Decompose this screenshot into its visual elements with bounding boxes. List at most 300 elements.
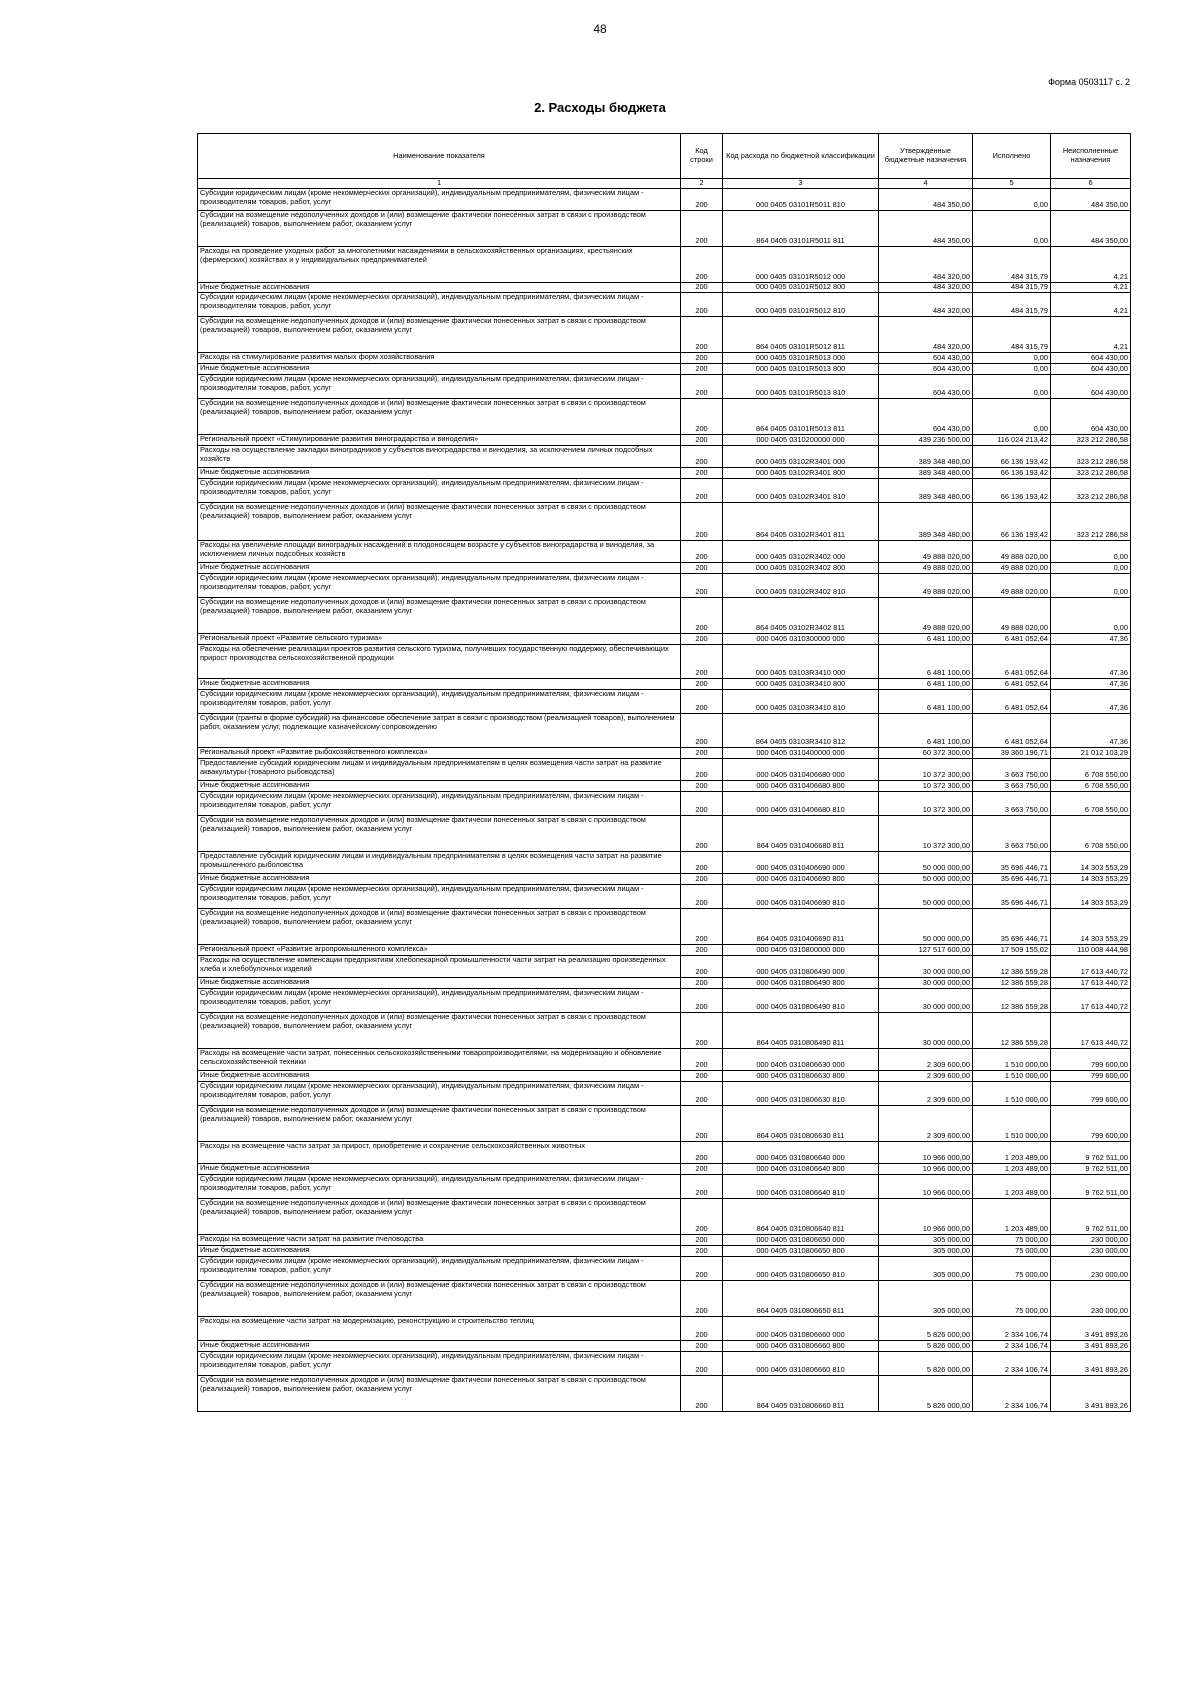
form-code: Форма 0503117 с. 2 bbox=[1048, 77, 1130, 87]
row-kbk: 000 0405 0310806630 000 bbox=[723, 1049, 879, 1071]
row-unexecuted: 47,36 bbox=[1051, 645, 1131, 679]
table-row bbox=[198, 1317, 1131, 1341]
row-name: Предоставление субсидий юридическим лицам и индивидуальным предпринимателям в целях возмещения части затрат на развитие промышленного рыболовства bbox=[198, 852, 681, 874]
row-executed: 6 481 052,64 bbox=[973, 679, 1051, 690]
table-row bbox=[198, 956, 1131, 978]
table-row bbox=[198, 1235, 1131, 1246]
row-executed: 2 334 106,74 bbox=[973, 1352, 1051, 1376]
row-unexecuted: 47,36 bbox=[1051, 634, 1131, 645]
row-approved: 10 966 000,00 bbox=[879, 1142, 973, 1164]
row-executed: 6 481 052,64 bbox=[973, 645, 1051, 679]
table-row bbox=[198, 1164, 1131, 1175]
row-code: 200 bbox=[681, 1049, 723, 1071]
row-approved: 484 350,00 bbox=[879, 211, 973, 247]
row-approved: 389 348 480,00 bbox=[879, 479, 973, 503]
table-row bbox=[198, 1281, 1131, 1317]
row-unexecuted: 6 708 550,00 bbox=[1051, 816, 1131, 852]
row-name: Субсидии юридическим лицам (кроме некоммерческих организаций), индивидуальным предпринимателям, физическим лицам - производителям товаров, работ, услуг bbox=[198, 690, 681, 714]
table-row bbox=[198, 1175, 1131, 1199]
row-kbk: 000 0405 03102R3402 000 bbox=[723, 541, 879, 563]
column-number: 2 bbox=[681, 179, 723, 189]
row-unexecuted: 799 600,00 bbox=[1051, 1106, 1131, 1142]
row-code: 200 bbox=[681, 468, 723, 479]
row-kbk: 000 0405 0310806640 810 bbox=[723, 1175, 879, 1199]
row-name: Иные бюджетные ассигнования bbox=[198, 781, 681, 792]
table-row bbox=[198, 446, 1131, 468]
table-row bbox=[198, 399, 1131, 435]
row-kbk: 000 0405 03102R3401 000 bbox=[723, 446, 879, 468]
row-code: 200 bbox=[681, 1071, 723, 1082]
row-unexecuted: 323 212 286,58 bbox=[1051, 503, 1131, 541]
row-name: Субсидии юридическим лицам (кроме некоммерческих организаций), индивидуальным предпринимателям, физическим лицам - производителям товаров, работ, услуг bbox=[198, 1352, 681, 1376]
row-kbk: 864 0405 03103R3410 812 bbox=[723, 714, 879, 748]
row-name: Субсидии юридическим лицам (кроме некоммерческих организаций), индивидуальным предпринимателям, физическим лицам - производителям товаров, работ, услуг bbox=[198, 792, 681, 816]
row-kbk: 000 0405 0310806640 800 bbox=[723, 1164, 879, 1175]
row-name: Расходы на возмещение части затрат за прирост, приобретение и сохранение сельскохозяйственных животных bbox=[198, 1142, 681, 1164]
row-name: Иные бюджетные ассигнования bbox=[198, 978, 681, 989]
row-approved: 6 481 100,00 bbox=[879, 634, 973, 645]
row-executed: 6 481 052,64 bbox=[973, 634, 1051, 645]
table-row bbox=[198, 1082, 1131, 1106]
row-unexecuted: 6 708 550,00 bbox=[1051, 792, 1131, 816]
table-row bbox=[198, 874, 1131, 885]
row-code: 200 bbox=[681, 792, 723, 816]
row-code: 200 bbox=[681, 317, 723, 353]
row-code: 200 bbox=[681, 1082, 723, 1106]
row-approved: 604 430,00 bbox=[879, 364, 973, 375]
row-approved: 6 481 100,00 bbox=[879, 645, 973, 679]
row-approved: 484 320,00 bbox=[879, 247, 973, 283]
row-name: Субсидии юридическим лицам (кроме некоммерческих организаций), индивидуальным предпринимателям, физическим лицам - производителям товаров, работ, услуг bbox=[198, 574, 681, 598]
row-name: Расходы на стимулирование развития малых форм хозяйствования bbox=[198, 353, 681, 364]
row-executed: 75 000,00 bbox=[973, 1235, 1051, 1246]
row-executed: 35 696 446,71 bbox=[973, 885, 1051, 909]
row-executed: 49 888 020,00 bbox=[973, 598, 1051, 634]
row-executed: 35 696 446,71 bbox=[973, 874, 1051, 885]
row-code: 200 bbox=[681, 748, 723, 759]
row-name: Субсидии (гранты в форме субсидий) на финансовое обеспечение затрат в связи с производством (реализацией товаров), выполнением работ, оказанием услуг, подлежащие казначейскому сопровождению bbox=[198, 714, 681, 748]
row-kbk: 000 0405 0310806660 800 bbox=[723, 1341, 879, 1352]
header-row-code: Код строки bbox=[681, 134, 723, 179]
row-name: Субсидии на возмещение недополученных доходов и (или) возмещение фактически понесенных затрат в связи с производством (реализацией) товаров, выполнением работ, оказанием услуг bbox=[198, 1013, 681, 1049]
row-approved: 10 966 000,00 bbox=[879, 1175, 973, 1199]
row-name: Субсидии на возмещение недополученных доходов и (или) возмещение фактически понесенных затрат в связи с производством (реализацией) товаров, выполнением работ, оказанием услуг bbox=[198, 1106, 681, 1142]
row-name: Субсидии на возмещение недополученных доходов и (или) возмещение фактически понесенных затрат в связи с производством (реализацией) товаров, выполнением работ, оказанием услуг bbox=[198, 503, 681, 541]
row-executed: 0,00 bbox=[973, 364, 1051, 375]
table-row bbox=[198, 1257, 1131, 1281]
row-approved: 484 320,00 bbox=[879, 283, 973, 293]
row-kbk: 000 0405 0310806660 000 bbox=[723, 1317, 879, 1341]
row-name: Региональный проект «Стимулирование развития виноградарства и виноделия» bbox=[198, 435, 681, 446]
row-unexecuted: 17 613 440,72 bbox=[1051, 956, 1131, 978]
row-kbk: 864 0405 0310806490 811 bbox=[723, 1013, 879, 1049]
table-row bbox=[198, 714, 1131, 748]
row-kbk: 864 0405 0310806630 811 bbox=[723, 1106, 879, 1142]
row-name: Субсидии юридическим лицам (кроме некоммерческих организаций), индивидуальным предпринимателям, физическим лицам - производителям товаров, работ, услуг bbox=[198, 1175, 681, 1199]
row-approved: 30 000 000,00 bbox=[879, 989, 973, 1013]
row-executed: 1 203 489,00 bbox=[973, 1199, 1051, 1235]
row-kbk: 864 0405 03101R5013 811 bbox=[723, 399, 879, 435]
row-kbk: 000 0405 0310806490 800 bbox=[723, 978, 879, 989]
row-code: 200 bbox=[681, 679, 723, 690]
row-unexecuted: 0,00 bbox=[1051, 563, 1131, 574]
row-executed: 12 386 559,28 bbox=[973, 1013, 1051, 1049]
row-unexecuted: 799 600,00 bbox=[1051, 1049, 1131, 1071]
table-row bbox=[198, 541, 1131, 563]
row-executed: 35 696 446,71 bbox=[973, 852, 1051, 874]
row-code: 200 bbox=[681, 816, 723, 852]
row-kbk: 864 0405 0310406680 811 bbox=[723, 816, 879, 852]
table-row bbox=[198, 468, 1131, 479]
row-unexecuted: 3 491 893,26 bbox=[1051, 1352, 1131, 1376]
row-name: Иные бюджетные ассигнования bbox=[198, 874, 681, 885]
row-name: Субсидии юридическим лицам (кроме некоммерческих организаций), индивидуальным предпринимателям, физическим лицам - производителям товаров, работ, услуг bbox=[198, 885, 681, 909]
row-executed: 2 334 106,74 bbox=[973, 1317, 1051, 1341]
table-row bbox=[198, 375, 1131, 399]
row-approved: 10 372 300,00 bbox=[879, 816, 973, 852]
row-code: 200 bbox=[681, 978, 723, 989]
row-unexecuted: 14 303 553,29 bbox=[1051, 852, 1131, 874]
row-name: Иные бюджетные ассигнования bbox=[198, 468, 681, 479]
row-kbk: 000 0405 03101R5012 800 bbox=[723, 283, 879, 293]
row-name: Региональный проект «Развитие сельского туризма» bbox=[198, 634, 681, 645]
row-approved: 10 372 300,00 bbox=[879, 792, 973, 816]
row-kbk: 000 0405 0310806490 810 bbox=[723, 989, 879, 1013]
column-number: 1 bbox=[198, 179, 681, 189]
row-name: Субсидии на возмещение недополученных доходов и (или) возмещение фактически понесенных затрат в связи с производством (реализацией) товаров, выполнением работ, оказанием услуг bbox=[198, 598, 681, 634]
table-row bbox=[198, 479, 1131, 503]
row-executed: 49 888 020,00 bbox=[973, 574, 1051, 598]
table-row bbox=[198, 283, 1131, 293]
header-expense-code: Код расхода по бюджетной классификации bbox=[723, 134, 879, 179]
row-kbk: 000 0405 03102R3401 800 bbox=[723, 468, 879, 479]
row-approved: 49 888 020,00 bbox=[879, 598, 973, 634]
row-kbk: 000 0405 0310406690 000 bbox=[723, 852, 879, 874]
row-approved: 305 000,00 bbox=[879, 1257, 973, 1281]
row-kbk: 000 0405 0310406680 000 bbox=[723, 759, 879, 781]
row-name: Субсидии на возмещение недополученных доходов и (или) возмещение фактически понесенных затрат в связи с производством (реализацией) товаров, выполнением работ, оказанием услуг bbox=[198, 1376, 681, 1412]
row-kbk: 000 0405 0310400000 000 bbox=[723, 748, 879, 759]
table-row bbox=[198, 690, 1131, 714]
row-kbk: 000 0405 03102R3402 800 bbox=[723, 563, 879, 574]
table-row bbox=[198, 1142, 1131, 1164]
row-approved: 439 236 500,00 bbox=[879, 435, 973, 446]
table-row bbox=[198, 574, 1131, 598]
row-code: 200 bbox=[681, 283, 723, 293]
row-kbk: 864 0405 03102R3401 811 bbox=[723, 503, 879, 541]
row-unexecuted: 4,21 bbox=[1051, 247, 1131, 283]
row-code: 200 bbox=[681, 1246, 723, 1257]
row-code: 200 bbox=[681, 1199, 723, 1235]
row-code: 200 bbox=[681, 1235, 723, 1246]
row-code: 200 bbox=[681, 874, 723, 885]
row-name: Субсидии юридическим лицам (кроме некоммерческих организаций), индивидуальным предпринимателям, физическим лицам - производителям товаров, работ, услуг bbox=[198, 1082, 681, 1106]
row-executed: 12 386 559,28 bbox=[973, 956, 1051, 978]
table-row bbox=[198, 1199, 1131, 1235]
row-code: 200 bbox=[681, 634, 723, 645]
row-approved: 10 966 000,00 bbox=[879, 1164, 973, 1175]
row-unexecuted: 47,36 bbox=[1051, 679, 1131, 690]
table-row bbox=[198, 759, 1131, 781]
row-unexecuted: 9 762 511,00 bbox=[1051, 1142, 1131, 1164]
table-row bbox=[198, 634, 1131, 645]
row-approved: 604 430,00 bbox=[879, 353, 973, 364]
row-unexecuted: 0,00 bbox=[1051, 598, 1131, 634]
row-unexecuted: 0,00 bbox=[1051, 574, 1131, 598]
row-code: 200 bbox=[681, 364, 723, 375]
row-executed: 75 000,00 bbox=[973, 1246, 1051, 1257]
header-row bbox=[198, 134, 1131, 179]
row-unexecuted: 9 762 511,00 bbox=[1051, 1175, 1131, 1199]
row-executed: 484 315,79 bbox=[973, 317, 1051, 353]
table-row bbox=[198, 989, 1131, 1013]
row-executed: 17 509 155,02 bbox=[973, 945, 1051, 956]
row-unexecuted: 230 000,00 bbox=[1051, 1257, 1131, 1281]
row-approved: 60 372 300,00 bbox=[879, 748, 973, 759]
row-kbk: 000 0405 0310300000 000 bbox=[723, 634, 879, 645]
row-name: Субсидии юридическим лицам (кроме некоммерческих организаций), индивидуальным предпринимателям, физическим лицам - производителям товаров, работ, услуг bbox=[198, 375, 681, 399]
row-executed: 484 315,79 bbox=[973, 283, 1051, 293]
row-code: 200 bbox=[681, 1352, 723, 1376]
row-unexecuted: 17 613 440,72 bbox=[1051, 989, 1131, 1013]
table-body bbox=[198, 189, 1131, 1412]
table-row bbox=[198, 885, 1131, 909]
row-unexecuted: 323 212 286,58 bbox=[1051, 479, 1131, 503]
row-name: Субсидии юридическим лицам (кроме некоммерческих организаций), индивидуальным предпринимателям, физическим лицам - производителям товаров, работ, услуг bbox=[198, 189, 681, 211]
row-unexecuted: 323 212 286,58 bbox=[1051, 435, 1131, 446]
row-name: Иные бюджетные ассигнования bbox=[198, 563, 681, 574]
row-code: 200 bbox=[681, 781, 723, 792]
row-executed: 3 663 750,00 bbox=[973, 792, 1051, 816]
row-approved: 30 000 000,00 bbox=[879, 956, 973, 978]
row-approved: 604 430,00 bbox=[879, 375, 973, 399]
row-code: 200 bbox=[681, 1257, 723, 1281]
row-name: Субсидии на возмещение недополученных доходов и (или) возмещение фактически понесенных затрат в связи с производством (реализацией) товаров, выполнением работ, оказанием услуг bbox=[198, 909, 681, 945]
row-code: 200 bbox=[681, 189, 723, 211]
row-unexecuted: 484 350,00 bbox=[1051, 189, 1131, 211]
row-kbk: 000 0405 0310806640 000 bbox=[723, 1142, 879, 1164]
column-number: 5 bbox=[973, 179, 1051, 189]
column-number: 4 bbox=[879, 179, 973, 189]
row-name: Предоставление субсидий юридическим лицам и индивидуальным предпринимателям в целях возмещения части затрат на развитие аквакультуры (товарного рыбоводства) bbox=[198, 759, 681, 781]
row-kbk: 000 0405 0310806630 810 bbox=[723, 1082, 879, 1106]
table-row bbox=[198, 435, 1131, 446]
section-title: 2. Расходы бюджета bbox=[534, 100, 666, 115]
table-row bbox=[198, 317, 1131, 353]
row-kbk: 000 0405 03101R5012 810 bbox=[723, 293, 879, 317]
row-code: 200 bbox=[681, 541, 723, 563]
row-kbk: 000 0405 0310806650 000 bbox=[723, 1235, 879, 1246]
row-kbk: 864 0405 0310406690 811 bbox=[723, 909, 879, 945]
table-row bbox=[198, 503, 1131, 541]
table-row bbox=[198, 781, 1131, 792]
row-name: Расходы на возмещение части затрат, понесенных сельскохозяйственными товаропроизводителями, на модернизацию и обновление сельскохозяйственной техники bbox=[198, 1049, 681, 1071]
row-name: Расходы на возмещение части затрат на развитие пчеловодства bbox=[198, 1235, 681, 1246]
row-code: 200 bbox=[681, 247, 723, 283]
row-executed: 0,00 bbox=[973, 189, 1051, 211]
row-unexecuted: 4,21 bbox=[1051, 317, 1131, 353]
row-name: Иные бюджетные ассигнования bbox=[198, 283, 681, 293]
header-approved: Утвержденные бюджетные назначения bbox=[879, 134, 973, 179]
table-row bbox=[198, 563, 1131, 574]
row-name: Расходы на обеспечение реализации проектов развития сельского туризма, получивших государственную поддержку, обеспечивающих прирост производства сельскохозяйственной продукции bbox=[198, 645, 681, 679]
row-executed: 1 510 000,00 bbox=[973, 1071, 1051, 1082]
expenses-table bbox=[197, 133, 1131, 1412]
row-code: 200 bbox=[681, 1376, 723, 1412]
row-executed: 0,00 bbox=[973, 353, 1051, 364]
row-kbk: 000 0405 0310406680 810 bbox=[723, 792, 879, 816]
page-number: 48 bbox=[593, 22, 607, 36]
row-executed: 1 510 000,00 bbox=[973, 1106, 1051, 1142]
table-row bbox=[198, 909, 1131, 945]
row-code: 200 bbox=[681, 1164, 723, 1175]
row-kbk: 000 0405 03103R3410 810 bbox=[723, 690, 879, 714]
row-name: Расходы на осуществление закладки виноградников у субъектов виноградарства и виноделия, за исключением личных подсобных хозяйств bbox=[198, 446, 681, 468]
row-kbk: 000 0405 03101R5012 000 bbox=[723, 247, 879, 283]
row-approved: 2 309 600,00 bbox=[879, 1071, 973, 1082]
row-kbk: 864 0405 03101R5011 811 bbox=[723, 211, 879, 247]
table-row bbox=[198, 645, 1131, 679]
row-name: Субсидии юридическим лицам (кроме некоммерческих организаций), индивидуальным предпринимателям, физическим лицам - производителям товаров, работ, услуг bbox=[198, 1257, 681, 1281]
row-unexecuted: 4,21 bbox=[1051, 283, 1131, 293]
table-row bbox=[198, 598, 1131, 634]
row-unexecuted: 14 303 553,29 bbox=[1051, 885, 1131, 909]
row-code: 200 bbox=[681, 446, 723, 468]
row-executed: 3 663 750,00 bbox=[973, 781, 1051, 792]
row-approved: 484 320,00 bbox=[879, 293, 973, 317]
row-executed: 66 136 193,42 bbox=[973, 479, 1051, 503]
table-row bbox=[198, 364, 1131, 375]
table-row bbox=[198, 945, 1131, 956]
table-row bbox=[198, 748, 1131, 759]
row-approved: 389 348 480,00 bbox=[879, 468, 973, 479]
row-executed: 2 334 106,74 bbox=[973, 1376, 1051, 1412]
row-unexecuted: 21 012 103,29 bbox=[1051, 748, 1131, 759]
row-name: Расходы на проведение уходных работ за многолетними насаждениями в сельскохозяйственных организациях, крестьянских (фермерских) хозяйствах и у индивидуальных предпринимателей bbox=[198, 247, 681, 283]
row-approved: 6 481 100,00 bbox=[879, 714, 973, 748]
table-row bbox=[198, 293, 1131, 317]
row-unexecuted: 110 008 444,98 bbox=[1051, 945, 1131, 956]
row-code: 200 bbox=[681, 1317, 723, 1341]
row-approved: 30 000 000,00 bbox=[879, 978, 973, 989]
row-code: 200 bbox=[681, 574, 723, 598]
row-approved: 389 348 480,00 bbox=[879, 446, 973, 468]
table-row bbox=[198, 792, 1131, 816]
row-executed: 3 663 750,00 bbox=[973, 816, 1051, 852]
row-approved: 10 966 000,00 bbox=[879, 1199, 973, 1235]
table-row bbox=[198, 1106, 1131, 1142]
row-code: 200 bbox=[681, 714, 723, 748]
row-code: 200 bbox=[681, 1013, 723, 1049]
table-row bbox=[198, 978, 1131, 989]
row-unexecuted: 323 212 286,58 bbox=[1051, 446, 1131, 468]
row-code: 200 bbox=[681, 479, 723, 503]
row-code: 200 bbox=[681, 989, 723, 1013]
row-kbk: 000 0405 0310806650 800 bbox=[723, 1246, 879, 1257]
row-unexecuted: 799 600,00 bbox=[1051, 1071, 1131, 1082]
row-kbk: 000 0405 03101R5011 810 bbox=[723, 189, 879, 211]
row-approved: 2 309 600,00 bbox=[879, 1106, 973, 1142]
row-approved: 2 309 600,00 bbox=[879, 1082, 973, 1106]
row-kbk: 000 0405 03101R5013 000 bbox=[723, 353, 879, 364]
row-name: Иные бюджетные ассигнования bbox=[198, 679, 681, 690]
row-name: Субсидии юридическим лицам (кроме некоммерческих организаций), индивидуальным предпринимателям, физическим лицам - производителям товаров, работ, услуг bbox=[198, 293, 681, 317]
row-approved: 30 000 000,00 bbox=[879, 1013, 973, 1049]
row-unexecuted: 9 762 511,00 bbox=[1051, 1199, 1131, 1235]
row-approved: 10 372 300,00 bbox=[879, 759, 973, 781]
header-executed: Исполнено bbox=[973, 134, 1051, 179]
row-code: 200 bbox=[681, 375, 723, 399]
row-approved: 389 348 480,00 bbox=[879, 503, 973, 541]
row-executed: 66 136 193,42 bbox=[973, 503, 1051, 541]
row-code: 200 bbox=[681, 399, 723, 435]
row-code: 200 bbox=[681, 1341, 723, 1352]
row-kbk: 000 0405 0310806490 000 bbox=[723, 956, 879, 978]
row-executed: 12 386 559,28 bbox=[973, 989, 1051, 1013]
row-executed: 6 481 052,64 bbox=[973, 690, 1051, 714]
row-unexecuted: 0,00 bbox=[1051, 541, 1131, 563]
row-unexecuted: 230 000,00 bbox=[1051, 1281, 1131, 1317]
row-code: 200 bbox=[681, 598, 723, 634]
row-kbk: 000 0405 0310806650 810 bbox=[723, 1257, 879, 1281]
row-approved: 6 481 100,00 bbox=[879, 690, 973, 714]
row-executed: 6 481 052,64 bbox=[973, 714, 1051, 748]
row-unexecuted: 484 350,00 bbox=[1051, 211, 1131, 247]
column-numbers-row bbox=[198, 179, 1131, 189]
row-unexecuted: 6 708 550,00 bbox=[1051, 759, 1131, 781]
table-row bbox=[198, 852, 1131, 874]
row-name: Субсидии на возмещение недополученных доходов и (или) возмещение фактически понесенных затрат в связи с производством (реализацией) товаров, выполнением работ, оказанием услуг bbox=[198, 211, 681, 247]
row-kbk: 000 0405 03101R5013 800 bbox=[723, 364, 879, 375]
row-code: 200 bbox=[681, 1106, 723, 1142]
row-name: Субсидии на возмещение недополученных доходов и (или) возмещение фактически понесенных затрат в связи с производством (реализацией) товаров, выполнением работ, оказанием услуг bbox=[198, 1199, 681, 1235]
table-row bbox=[198, 1246, 1131, 1257]
row-name: Расходы на возмещение части затрат на модернизацию, реконструкцию и строительство теплиц bbox=[198, 1317, 681, 1341]
table-row bbox=[198, 1352, 1131, 1376]
row-kbk: 000 0405 03101R5013 810 bbox=[723, 375, 879, 399]
row-executed: 0,00 bbox=[973, 399, 1051, 435]
row-code: 200 bbox=[681, 645, 723, 679]
row-name: Иные бюджетные ассигнования bbox=[198, 1071, 681, 1082]
row-name: Расходы на увеличение площади виноградных насаждений в плодоносящем возрасте у субъектов виноградарства и виноделия, за исключением личных подсобных хозяйств bbox=[198, 541, 681, 563]
row-kbk: 000 0405 0310800000 000 bbox=[723, 945, 879, 956]
row-code: 200 bbox=[681, 852, 723, 874]
row-approved: 49 888 020,00 bbox=[879, 563, 973, 574]
row-kbk: 864 0405 0310806650 811 bbox=[723, 1281, 879, 1317]
row-approved: 5 826 000,00 bbox=[879, 1341, 973, 1352]
row-name: Субсидии юридическим лицам (кроме некоммерческих организаций), индивидуальным предпринимателям, физическим лицам - производителям товаров, работ, услуг bbox=[198, 479, 681, 503]
row-code: 200 bbox=[681, 293, 723, 317]
row-unexecuted: 17 613 440,72 bbox=[1051, 1013, 1131, 1049]
row-unexecuted: 799 600,00 bbox=[1051, 1082, 1131, 1106]
row-name: Субсидии на возмещение недополученных доходов и (или) возмещение фактически понесенных затрат в связи с производством (реализацией) товаров, выполнением работ, оказанием услуг bbox=[198, 1281, 681, 1317]
row-name: Иные бюджетные ассигнования bbox=[198, 1246, 681, 1257]
table-row bbox=[198, 679, 1131, 690]
table-row bbox=[198, 353, 1131, 364]
row-executed: 0,00 bbox=[973, 211, 1051, 247]
row-unexecuted: 604 430,00 bbox=[1051, 399, 1131, 435]
row-unexecuted: 3 491 893,26 bbox=[1051, 1317, 1131, 1341]
row-code: 200 bbox=[681, 563, 723, 574]
row-name: Иные бюджетные ассигнования bbox=[198, 1164, 681, 1175]
row-kbk: 000 0405 03102R3401 810 bbox=[723, 479, 879, 503]
table-row bbox=[198, 1341, 1131, 1352]
row-code: 200 bbox=[681, 435, 723, 446]
row-approved: 49 888 020,00 bbox=[879, 541, 973, 563]
row-approved: 604 430,00 bbox=[879, 399, 973, 435]
row-executed: 66 136 193,42 bbox=[973, 446, 1051, 468]
column-number: 6 bbox=[1051, 179, 1131, 189]
